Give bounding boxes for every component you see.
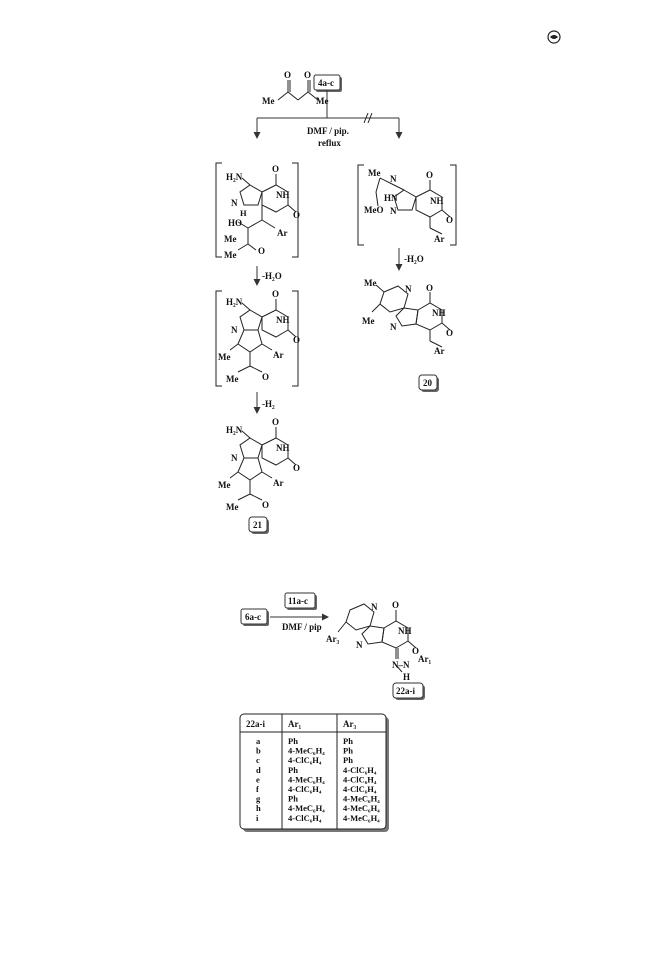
table-row-label: g	[256, 793, 261, 804]
product-21-label: 21	[253, 520, 262, 530]
left-int-h: H	[240, 208, 247, 218]
left-int-o-top: O	[272, 164, 280, 174]
table-row-label: a	[256, 736, 261, 746]
left-cyc-ar: Ar	[273, 350, 284, 360]
p21-o-bottom: O	[293, 463, 301, 473]
minus-water-left: -H₂O	[262, 271, 282, 281]
product-22-label: 22a-i	[396, 686, 415, 696]
right-int-hn: HN	[384, 193, 398, 203]
p21-me1: Me	[218, 480, 231, 490]
table-cell: 4-MeC₆H₄	[288, 774, 325, 785]
left-cyc-amino: H₂N	[226, 297, 243, 307]
table-cell: Ph	[343, 755, 353, 766]
table-cell: Ph	[343, 745, 353, 756]
left-int-amino: H₂N	[226, 172, 243, 182]
table-cell: 4-ClC₆H₄	[343, 764, 377, 775]
conditions-line2: reflux	[318, 138, 341, 148]
table-row-label: i	[256, 812, 259, 823]
p22-nh: NH	[398, 626, 412, 636]
p21-ar: Ar	[273, 478, 284, 488]
p20-me1: Me	[364, 278, 377, 288]
table-cell: Ph	[288, 793, 298, 804]
table-cell: 4-MeC₆H₄	[288, 803, 325, 814]
left-cyc-me1: Me	[218, 352, 231, 362]
table-cell: 4-ClC₆H₄	[288, 784, 322, 794]
table-cell: Ph	[288, 736, 298, 746]
reagent-11ac-label: 11a-c	[288, 596, 308, 606]
left-int-o-side: O	[258, 246, 266, 256]
acac-me-left: Me	[262, 96, 275, 106]
bottom-conditions: DMF / pip	[282, 622, 322, 632]
right-int-nh: NH	[430, 196, 444, 206]
minus-h2: -H₂	[262, 399, 275, 409]
left-int-ho: HO	[228, 218, 243, 228]
p22-n-bottom: N	[356, 640, 363, 650]
minus-water-right: -H₂O	[404, 254, 424, 264]
p21-me2: Me	[226, 502, 239, 512]
p21-nh: NH	[276, 443, 290, 453]
left-cyc-o-top: O	[272, 289, 280, 299]
left-cyc-nh: NH	[276, 315, 290, 325]
table-cell: 4-MeC₆H₄	[343, 812, 380, 823]
p22-n-top: N	[371, 602, 378, 612]
leaf-circle-icon	[548, 31, 560, 43]
p20-ar: Ar	[434, 346, 445, 356]
left-cyc-n: N	[231, 325, 238, 335]
product-20-label-box	[419, 375, 439, 392]
table-row-label: f	[256, 784, 259, 794]
product-20-label: 20	[423, 378, 432, 388]
left-int-n: N	[231, 198, 238, 208]
p21-o-top: O	[272, 417, 280, 427]
p22-ar1: Ar₁	[418, 654, 432, 664]
p21-o-side: O	[262, 500, 270, 510]
acac-oxygen-right: O	[304, 70, 312, 80]
start-box-6ac	[241, 609, 269, 626]
table-row-label: h	[256, 803, 261, 814]
p20-me2: Me	[362, 316, 375, 326]
product-21-label-box	[249, 517, 269, 534]
p20-n-bottom: N	[390, 322, 397, 332]
table-cell: 4-ClC₆H₄	[343, 784, 377, 794]
p22-h: H	[403, 672, 411, 682]
p20-n-top: N	[405, 284, 412, 294]
table-cell: 4-ClC₆H₄	[288, 812, 322, 823]
table-row-label: b	[256, 745, 261, 756]
conditions-line1: DMF / pip.	[307, 126, 349, 136]
p20-o-bottom: O	[446, 328, 454, 338]
product-22-label-box	[393, 683, 425, 700]
left-int-nh: NH	[276, 190, 290, 200]
left-cyc-me2: Me	[226, 374, 239, 384]
table-row-label: d	[256, 764, 261, 775]
table-cell: 4-ClC₆H₄	[343, 774, 377, 785]
p21-n: N	[231, 453, 238, 463]
left-int-o-bottom: O	[293, 210, 301, 220]
table-row-label: c	[256, 755, 260, 766]
product-21-structure	[230, 427, 296, 500]
reagent-box-4ac	[314, 75, 342, 92]
substituent-table	[240, 714, 389, 832]
reagent-box-11ac	[285, 593, 317, 610]
left-cyc-o-bottom: O	[293, 335, 301, 345]
reagent-4ac-label: 4a-c	[318, 78, 334, 88]
left-int-me2: Me	[224, 250, 237, 260]
table-cell: 4-MeC₆H₄	[343, 793, 380, 804]
table-cell: 4-MeC₆H₄	[343, 803, 380, 814]
start-6ac-label: 6a-c	[245, 612, 261, 622]
p20-nh: NH	[432, 308, 446, 318]
table-row-label: e	[256, 774, 260, 785]
right-int-meo: MeO	[364, 205, 384, 215]
acac-me-right: Me	[316, 96, 329, 106]
right-int-ar: Ar	[434, 234, 445, 244]
p22-o-bottom: O	[412, 646, 420, 656]
table-cell: 4-MeC₆H₄	[288, 745, 325, 756]
table-cell: 4-ClC₆H₄	[288, 755, 322, 766]
table-cell: Ph	[288, 764, 298, 775]
left-cyc-o-side: O	[262, 372, 270, 382]
p22-ar3: Ar₃	[326, 634, 340, 644]
right-int-o-bottom: O	[446, 215, 454, 225]
p21-amino: H₂N	[226, 425, 243, 435]
p22-hydrazone: N–N	[392, 660, 410, 670]
acac-oxygen-left: O	[284, 70, 292, 80]
left-int-me1: Me	[224, 234, 237, 244]
p20-o-top: O	[426, 283, 434, 293]
right-int-n: N	[390, 206, 397, 216]
table-cell: Ph	[343, 736, 353, 746]
right-int-o-top: O	[426, 170, 434, 180]
table-header-cell: 22a-i	[246, 719, 265, 729]
p22-o-top: O	[392, 600, 400, 610]
table-header-cell: Ar₃	[343, 719, 357, 729]
table-header-cell: Ar₁	[288, 719, 302, 729]
right-int-me-top: Me	[368, 168, 381, 178]
right-int-n-eq: N	[390, 174, 397, 184]
left-int-ar: Ar	[277, 228, 288, 238]
